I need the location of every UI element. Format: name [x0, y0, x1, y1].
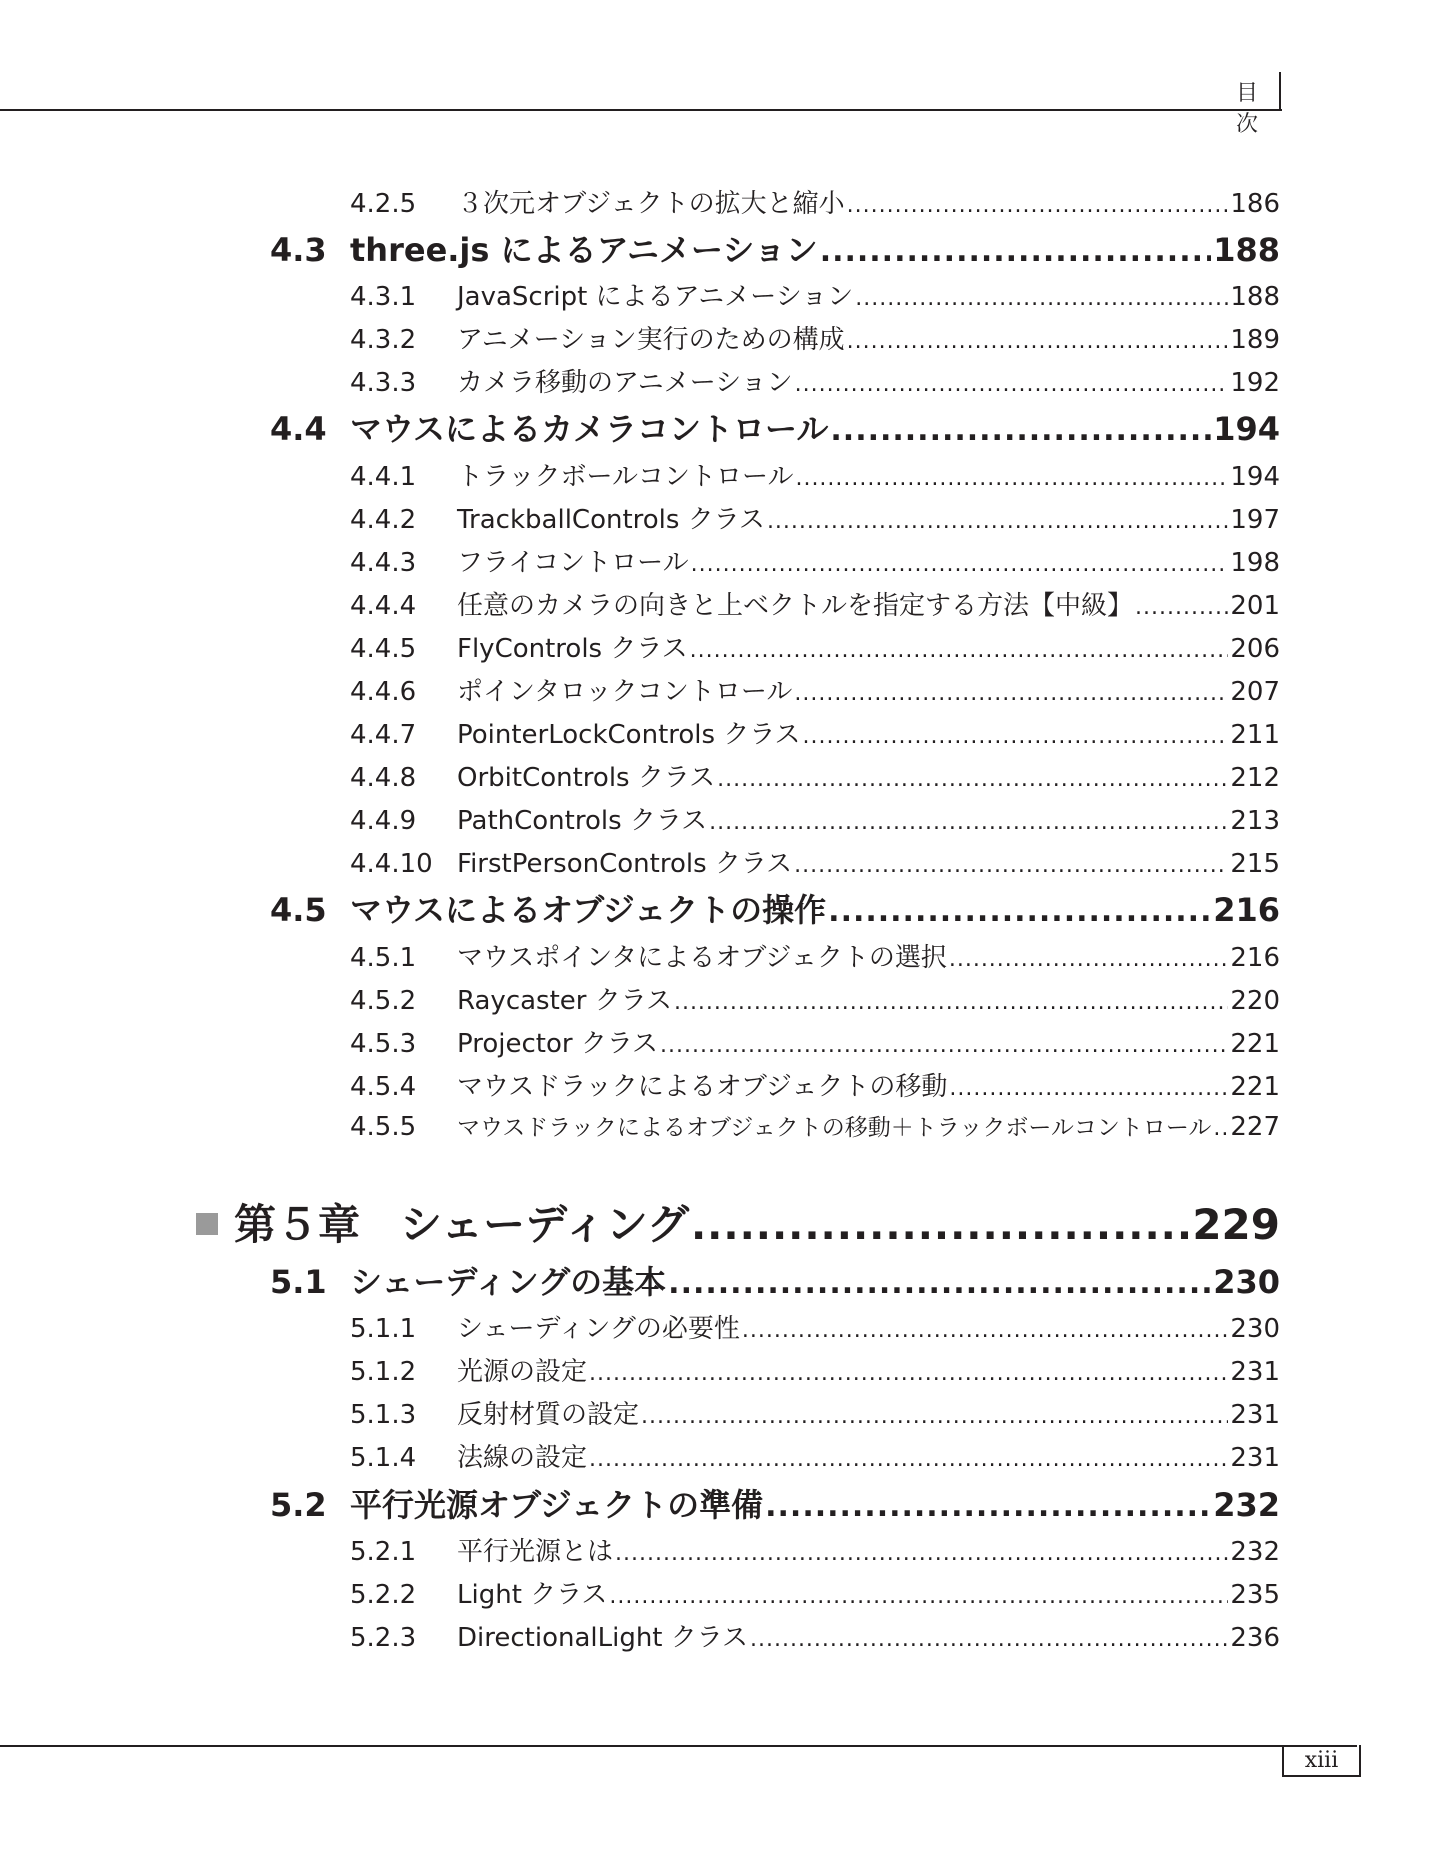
entry-number: 5.2 [270, 1486, 327, 1524]
entry-page: 194 [1230, 462, 1280, 492]
entry-page: 232 [1213, 1486, 1280, 1524]
entry-title: マウスによるカメラコントロール [350, 410, 829, 448]
dot-leader [742, 1318, 1228, 1343]
entry-number: 4.3.2 [350, 325, 417, 355]
entry-title: シェーディングの必要性 [457, 1314, 740, 1344]
toc-chapter-entry[interactable] [196, 1192, 1280, 1252]
toc-subsection-entry[interactable] [350, 1351, 1280, 1391]
toc-subsection-entry[interactable] [350, 319, 1280, 359]
toc-subsection-entry[interactable] [350, 1109, 1280, 1149]
entry-page: 216 [1230, 943, 1280, 973]
entry-number: 4.2.5 [350, 189, 417, 219]
footer-rule [0, 1745, 1357, 1747]
entry-number: 5.2.3 [350, 1623, 417, 1653]
chapter-page: 229 [1192, 1200, 1280, 1249]
entry-number: 4.4.1 [350, 462, 417, 492]
dot-leader [674, 990, 1228, 1015]
entry-number: 4.4.7 [350, 720, 417, 750]
entry-title: トラックボールコントロール [457, 462, 794, 492]
entry-title: ３次元オブジェクトの拡大と縮小 [457, 189, 845, 219]
entry-title: 法線の設定 [457, 1443, 588, 1473]
entry-page: 230 [1230, 1314, 1280, 1344]
dot-leader [691, 1203, 1190, 1249]
entry-page: 188 [1230, 282, 1280, 312]
dot-leader [589, 1361, 1228, 1386]
toc-subsection-entry[interactable] [350, 800, 1280, 840]
entry-page: 189 [1230, 325, 1280, 355]
entry-page: 235 [1230, 1580, 1280, 1610]
entry-page: 192 [1230, 368, 1280, 398]
entry-title: JavaScript によるアニメーション [457, 282, 854, 312]
dot-leader [1135, 595, 1228, 620]
dot-leader [690, 638, 1229, 663]
entry-title: TrackballControls クラス [457, 505, 765, 535]
dot-leader [949, 1076, 1228, 1101]
dot-leader [794, 681, 1228, 706]
dot-leader [717, 767, 1228, 792]
dot-leader [767, 509, 1228, 534]
toc-subsection-entry[interactable] [350, 757, 1280, 797]
dot-leader [641, 1404, 1228, 1429]
entry-page: 231 [1230, 1443, 1280, 1473]
entry-page: 211 [1230, 720, 1280, 750]
entry-title: フライコントロール [457, 548, 689, 578]
entry-number: 5.1.3 [350, 1400, 417, 1430]
toc-section-entry[interactable] [270, 1257, 1280, 1305]
chapter-title: シェーディング [400, 1200, 689, 1249]
entry-page: 232 [1230, 1537, 1280, 1567]
entry-page: 186 [1230, 189, 1280, 219]
entry-title: マウスポインタによるオブジェクトの選択 [457, 943, 947, 973]
entry-number: 4.3.3 [350, 368, 417, 398]
entry-title: マウスドラックによるオブジェクトの移動＋トラックボールコントロール [457, 1115, 1212, 1141]
dot-leader [609, 1584, 1228, 1609]
chapter-number: 第５章 [234, 1200, 361, 1249]
dot-leader [709, 810, 1228, 835]
toc-section-entry[interactable] [270, 404, 1280, 452]
running-head: 目 次 [1235, 81, 1272, 137]
toc-subsection-entry[interactable] [350, 542, 1280, 582]
dot-leader [828, 894, 1211, 929]
toc-subsection-entry[interactable] [350, 276, 1280, 316]
entry-title: アニメーション実行のための構成 [457, 325, 845, 355]
entry-number: 5.1.4 [350, 1443, 417, 1473]
toc-subsection-entry[interactable] [350, 628, 1280, 668]
entry-number: 4.3 [270, 231, 327, 269]
chapter-marker-square [196, 1213, 218, 1235]
entry-page: 230 [1213, 1263, 1280, 1301]
entry-title: Raycaster クラス [457, 986, 672, 1016]
entry-number: 5.1.2 [350, 1357, 417, 1387]
toc-subsection-entry[interactable] [350, 1023, 1280, 1063]
toc-subsection-entry[interactable] [350, 671, 1280, 711]
dot-leader [794, 853, 1228, 878]
toc-subsection-entry[interactable] [350, 1394, 1280, 1434]
entry-number: 5.2.1 [350, 1537, 417, 1567]
toc-subsection-entry[interactable] [350, 937, 1280, 977]
dot-leader [795, 466, 1228, 491]
entry-page: 213 [1230, 806, 1280, 836]
toc-subsection-entry[interactable] [350, 1066, 1280, 1106]
entry-page: 221 [1230, 1029, 1280, 1059]
entry-number: 4.4.2 [350, 505, 417, 535]
toc-section-entry[interactable] [270, 225, 1280, 273]
toc-section-entry[interactable] [270, 885, 1280, 933]
dot-leader [1213, 1116, 1228, 1141]
toc-subsection-entry[interactable] [350, 362, 1280, 402]
entry-title: PathControls クラス [457, 806, 708, 836]
toc-subsection-entry[interactable] [350, 1437, 1280, 1477]
toc-subsection-entry[interactable] [350, 1308, 1280, 1348]
entry-title: OrbitControls クラス [457, 763, 716, 793]
entry-title: 任意のカメラの向きと上ベクトルを指定する方法【中級】 [457, 591, 1134, 621]
toc-subsection-entry[interactable] [350, 499, 1280, 539]
entry-page: 188 [1213, 231, 1280, 269]
entry-page: 206 [1230, 634, 1280, 664]
entry-number: 4.4.3 [350, 548, 417, 578]
header-rule [0, 109, 1282, 111]
toc-subsection-entry[interactable] [350, 1531, 1280, 1571]
entry-number: 4.4.5 [350, 634, 417, 664]
entry-page: 216 [1213, 891, 1280, 929]
entry-page: 236 [1230, 1623, 1280, 1653]
entry-number: 4.4.10 [350, 849, 433, 879]
entry-title: FlyControls クラス [457, 634, 688, 664]
header-vertical-rule [1279, 72, 1281, 110]
entry-page: 221 [1230, 1072, 1280, 1102]
entry-title: ポインタロックコントロール [457, 677, 793, 707]
dot-leader [765, 1489, 1211, 1524]
dot-leader [820, 234, 1212, 269]
entry-number: 4.5.2 [350, 986, 417, 1016]
entry-page: 231 [1230, 1400, 1280, 1430]
entry-title: 平行光源オブジェクトの準備 [350, 1486, 764, 1524]
dot-leader [668, 1266, 1211, 1301]
dot-leader [855, 286, 1228, 311]
toc-subsection-entry[interactable] [350, 183, 1280, 223]
entry-number: 4.5.4 [350, 1072, 417, 1102]
entry-title: three.js によるアニメーション [350, 231, 818, 269]
dot-leader [750, 1627, 1228, 1652]
dot-leader [589, 1447, 1228, 1472]
toc-subsection-entry[interactable] [350, 456, 1280, 496]
entry-number: 4.4 [270, 410, 327, 448]
entry-number: 4.4.6 [350, 677, 417, 707]
dot-leader [830, 413, 1211, 448]
entry-number: 4.5.5 [350, 1112, 417, 1142]
entry-number: 5.1 [270, 1263, 327, 1301]
entry-number: 4.3.1 [350, 282, 417, 312]
entry-number: 4.4.4 [350, 591, 417, 621]
toc-subsection-entry[interactable] [350, 843, 1280, 883]
entry-page: 231 [1230, 1357, 1280, 1387]
entry-title: マウスドラックによるオブジェクトの移動 [457, 1072, 948, 1102]
entry-title: 反射材質の設定 [457, 1400, 640, 1430]
toc-subsection-entry[interactable] [350, 1617, 1280, 1657]
entry-title: 光源の設定 [457, 1357, 588, 1387]
entry-page: 227 [1230, 1112, 1280, 1142]
toc-subsection-entry[interactable] [350, 714, 1280, 754]
entry-number: 4.5 [270, 891, 327, 929]
toc-subsection-entry[interactable] [350, 585, 1280, 625]
dot-leader [847, 329, 1229, 354]
toc-subsection-entry[interactable] [350, 980, 1280, 1020]
entry-title: Light クラス [457, 1580, 608, 1610]
entry-title: FirstPersonControls クラス [457, 849, 793, 879]
entry-page: 201 [1230, 591, 1280, 621]
toc-subsection-entry[interactable] [350, 1574, 1280, 1614]
entry-title: マウスによるオブジェクトの操作 [350, 891, 827, 929]
entry-page: 197 [1230, 505, 1280, 535]
entry-number: 5.1.1 [350, 1314, 417, 1344]
entry-page: 212 [1230, 763, 1280, 793]
dot-leader [847, 193, 1229, 218]
dot-leader [949, 947, 1229, 972]
entry-title: PointerLockControls クラス [457, 720, 801, 750]
entry-page: 207 [1230, 677, 1280, 707]
entry-title: シェーディングの基本 [350, 1263, 667, 1301]
entry-number: 4.5.3 [350, 1029, 417, 1059]
dot-leader [660, 1033, 1228, 1058]
entry-number: 4.4.9 [350, 806, 417, 836]
entry-number: 4.5.1 [350, 943, 417, 973]
entry-page: 220 [1230, 986, 1280, 1016]
entry-title: Projector クラス [457, 1029, 659, 1059]
dot-leader [803, 724, 1229, 749]
entry-number: 4.4.8 [350, 763, 417, 793]
entry-page: 194 [1213, 410, 1280, 448]
entry-title: DirectionalLight クラス [457, 1623, 748, 1653]
dot-leader [795, 372, 1229, 397]
entry-page: 198 [1230, 548, 1280, 578]
page-number: xiii [1282, 1745, 1361, 1777]
dot-leader [691, 552, 1229, 577]
toc-section-entry[interactable] [270, 1480, 1280, 1528]
entry-title: カメラ移動のアニメーション [457, 368, 793, 398]
entry-page: 215 [1230, 849, 1280, 879]
entry-title: 平行光源とは [457, 1537, 614, 1567]
entry-number: 5.2.2 [350, 1580, 417, 1610]
dot-leader [615, 1541, 1228, 1566]
